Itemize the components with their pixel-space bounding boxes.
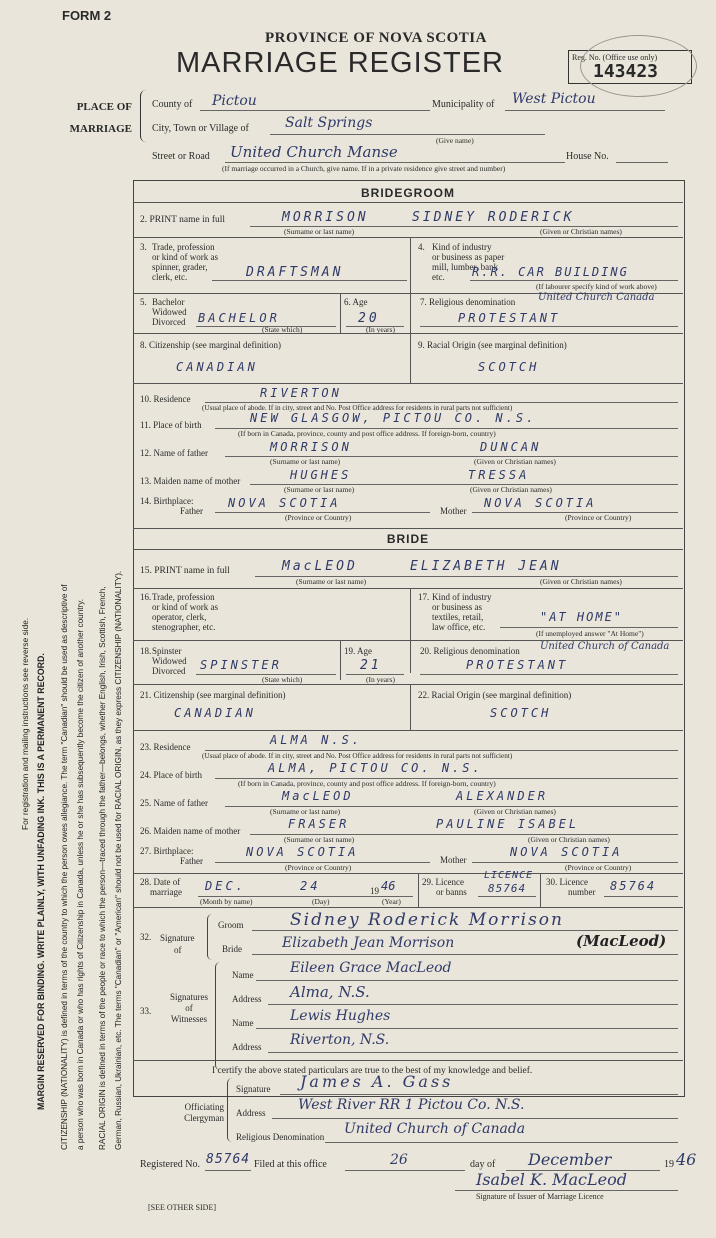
f26-label: 26. Maiden name of mother [140, 826, 241, 836]
groom-mother-label: Mother [440, 506, 467, 516]
groom-given-cap: (Given or Christian names) [540, 227, 622, 236]
f17-num: 17. [418, 592, 430, 602]
city-value: Salt Springs [285, 115, 373, 131]
licence-hw: LICENCE [484, 870, 534, 881]
marriage-year: 46 [381, 879, 396, 893]
form-number: FORM 2 [62, 8, 112, 23]
f30-line-2: number [568, 887, 596, 897]
clergy-line-1: Officiating [184, 1102, 224, 1112]
f2-label [140, 215, 225, 225]
bride-religion: PROTESTANT [466, 658, 569, 672]
f5-line-3: Divorced [152, 317, 186, 327]
w2-name: Lewis Hughes [290, 1008, 391, 1024]
f23-label: 23. Residence [140, 742, 191, 752]
f17-line-3: textiles, retail, [432, 612, 484, 622]
f22-label: 22. Racial Origin (see marginal definition) [418, 690, 572, 700]
groom-mother-birthplace-cap: (Province or Country) [565, 513, 632, 522]
f32-line-1: Signature [160, 933, 195, 943]
f30-label [546, 877, 596, 897]
reg-number-value: 143423 [593, 61, 659, 82]
bride-industry: "AT HOME" [540, 610, 624, 624]
margin-racial-2: German, Russian, Ukrainian, etc. The terms "Canadian" or "American" should not be used for RACIAL ORIGIN, as they express CITIZENSHIP (NATIONALITY). [114, 570, 123, 1150]
f30-line-1: 30. Licence [546, 877, 588, 887]
municipality-value: West Pictou [512, 91, 596, 107]
f9-label: 9. Racial Origin (see marginal definition) [418, 340, 567, 350]
f8-label: 8. Citizenship (see marginal definition) [140, 340, 282, 350]
clergy-line-2: Clergyman [184, 1113, 224, 1123]
clergy-addr-label: Address [236, 1108, 266, 1118]
margin-racial-1: RACIAL ORIGIN is defined in terms of the people or race to which the person—traced through the father—belongs, whether English, Irish, Scottish, French, [98, 586, 107, 1150]
f33-label [170, 992, 208, 1025]
groom-sig-label: Groom [218, 920, 244, 930]
county-value: Pictou [212, 93, 257, 109]
f3-num: 3. [140, 242, 147, 252]
bride-birthplace: ALMA, PICTOU CO. N.S. [268, 761, 483, 775]
province-heading: PROVINCE OF NOVA SCOTIA [265, 30, 487, 46]
f3-line-4: clerk, etc. [152, 272, 188, 282]
w1-address: Alma, N.S. [290, 983, 370, 1001]
w2-address: Riverton, N.S. [290, 1032, 390, 1048]
bride-status-cap: (State which) [262, 675, 303, 684]
bride-father-birthplace: NOVA SCOTIA [246, 845, 359, 859]
bride-father-birthplace-cap: (Province or Country) [285, 863, 352, 872]
bride-mother-label: Mother [440, 855, 467, 865]
bride-status: SPINSTER [200, 658, 282, 672]
f20-label: 20. Religious denomination [420, 646, 520, 656]
w1-address-label: Address [232, 994, 262, 1004]
bride-mother-birthplace: NOVA SCOTIA [510, 845, 623, 859]
place-label-2: MARRIAGE [69, 123, 132, 135]
f28-label [140, 877, 182, 897]
groom-industry: R.R. CAR BUILDING [472, 265, 629, 279]
bride-mother-given-cap: (Given or Christian names) [528, 835, 610, 844]
f21-label: 21. Citizenship (see marginal definition) [140, 690, 286, 700]
bride-given: ELIZABETH JEAN [410, 559, 562, 574]
f17-note: (If unemployed answer "At Home") [536, 629, 644, 638]
f18-line-1: Spinster [152, 646, 182, 656]
f3-label [152, 242, 218, 282]
bride-father-surname: MacLEOD [282, 789, 354, 803]
groom-father-surname-cap: (Surname or last name) [270, 457, 341, 466]
reg-number-label: Reg. No. (Office use only) [572, 53, 658, 62]
bride-sig-label: Bride [222, 944, 242, 954]
f16-line-3: operator, clerk, [152, 612, 207, 622]
county-label: County of [152, 99, 193, 110]
f2-text: 2. PRINT name in full [140, 215, 226, 225]
f25-label: 25. Name of father [140, 798, 208, 808]
f17-line-2: or business as [432, 602, 482, 612]
f16-num: 16. [140, 592, 152, 602]
f29-line-1: 29. Licence [422, 877, 464, 887]
f32-num: 32. [140, 932, 152, 942]
city-note: (Give name) [436, 136, 474, 145]
f33-line-2: of [185, 1003, 193, 1013]
f6-label: 6. Age [344, 297, 368, 307]
f14-label [140, 496, 203, 516]
groom-mother-given: TRESSA [468, 468, 530, 482]
groom-status: BACHELOR [198, 311, 280, 325]
groom-residence-cap: (Usual place of abode. If in city, street and No. Post Office address for residents in rural parts not sufficient) [202, 404, 513, 412]
margin-binding-notice: MARGIN RESERVED FOR BINDING. WRITE PLAINLY, WITH UNFADING INK. THIS IS A PERMANENT RECORD. [36, 653, 46, 1110]
bridegroom-heading: BRIDEGROOM [361, 186, 455, 200]
groom-surname: MORRISON [282, 210, 369, 225]
bride-citizenship: CANADIAN [174, 706, 256, 720]
groom-mother-surname: HUGHES [290, 468, 352, 482]
reg-stamp-ring [580, 35, 697, 97]
f27-line-2: Father [180, 856, 203, 866]
certify-statement: I certify the above stated particulars are true to the best of my knowledge and belief. [212, 1066, 533, 1076]
page-title: MARRIAGE REGISTER [176, 47, 504, 79]
bride-signature: Elizabeth Jean Morrison [282, 935, 455, 951]
f16-line-2: or kind of work as [152, 602, 218, 612]
marriage-day-cap: (Day) [312, 897, 330, 906]
f17-line-1: Kind of industry [432, 592, 492, 602]
street-note: (If marriage occurred in a Church, give name. If in a private residence give street and number) [222, 164, 506, 173]
groom-residence: RIVERTON [260, 386, 342, 400]
groom-signature: Sidney Roderick Morrison [290, 910, 564, 930]
groom-religion-hw: United Church Canada [538, 292, 655, 303]
f24-label: 24. Place of birth [140, 770, 202, 780]
f33-num: 33. [140, 1006, 152, 1016]
f33-line-1: Signatures [170, 992, 208, 1002]
groom-father-given-cap: (Given or Christian names) [474, 457, 556, 466]
f32-label [160, 932, 195, 956]
bride-heading: BRIDE [386, 532, 430, 546]
groom-birthplace: NEW GLASGOW, PICTOU CO. N.S. [250, 411, 537, 425]
w1-name-label: Name [232, 970, 254, 980]
issuer-caption: Signature of Issuer of Marriage Licence [476, 1192, 604, 1201]
groom-mother-surname-cap: (Surname or last name) [284, 485, 355, 494]
f16-line-1: Trade, profession [152, 592, 215, 602]
filed-day: 26 [390, 1152, 408, 1168]
margin-citizenship-2: a person who was born in Canada or who has rights of Citizenship in Canada, unless he or she has subsequently become the citizen of another country. [76, 598, 85, 1150]
marriage-day: 24 [300, 879, 321, 893]
groom-age: 20 [358, 311, 380, 326]
groom-father-surname: MORRISON [270, 440, 352, 454]
clergy-label [180, 1102, 224, 1124]
clergy-sig-label: Signature [236, 1084, 271, 1094]
bride-mother-birthplace-cap: (Province or Country) [565, 863, 632, 872]
registered-label: Registered No. [140, 1159, 200, 1170]
w1-name: Eileen Grace MacLeod [290, 960, 452, 976]
groom-trade: DRAFTSMAN [246, 265, 344, 280]
registered-number: 85764 [206, 1152, 251, 1167]
f17-line-4: law office, etc. [432, 622, 486, 632]
f29-line-2: or banns [436, 887, 467, 897]
f7-label: 7. Religious denomination [420, 297, 516, 307]
bride-maiden-name: (MacLeod) [576, 932, 667, 950]
f4-line-2: or business as paper [432, 252, 505, 262]
bride-age: 21 [360, 658, 382, 673]
w2-name-label: Name [232, 1018, 254, 1028]
street-value: United Church Manse [230, 143, 398, 161]
f5-num: 5. [140, 297, 147, 307]
day-of-label: day of [470, 1159, 496, 1170]
licence-number: 85764 [610, 879, 657, 893]
f18-line-2: Widowed [152, 656, 187, 666]
filed-year: 46 [676, 1150, 697, 1169]
groom-citizenship: CANADIAN [176, 360, 258, 374]
bride-mother-given: PAULINE ISABEL [436, 817, 580, 831]
bride-age-cap: (In years) [366, 675, 395, 684]
f33-line-3: Witnesses [170, 1014, 208, 1024]
groom-father-given: DUNCAN [480, 440, 542, 454]
bride-racial: SCOTCH [490, 706, 552, 720]
f5-line-1: Bachelor [152, 297, 185, 307]
bride-given-cap: (Given or Christian names) [540, 577, 622, 586]
f3-line-3: spinner, grader, [152, 262, 208, 272]
licence-num-hw: 85764 [488, 882, 527, 895]
f28-line-1: 28. Date of [140, 877, 181, 887]
house-label: House No. [566, 151, 609, 162]
f12-label: 12. Name of father [140, 448, 208, 458]
f17-label [432, 592, 492, 632]
f18-label [152, 646, 187, 676]
bride-residence-cap: (Usual place of abode. If in city, street and No. Post Office address for residents in rural parts not sufficient) [202, 752, 513, 760]
f5-line-2: Widowed [152, 307, 187, 317]
bride-mother-surname: FRASER [288, 817, 350, 831]
f18-line-3: Divorced [152, 666, 186, 676]
groom-given: SIDNEY RODERICK [412, 210, 575, 225]
filed-month: December [528, 1150, 612, 1169]
bride-birthplace-cap: (If born in Canada, province, county and post office address. If foreign-born, country) [238, 779, 496, 788]
f4-line-1: Kind of industry [432, 242, 492, 252]
place-label-1: PLACE OF [76, 101, 132, 113]
bride-mother-surname-cap: (Surname or last name) [284, 835, 355, 844]
w2-address-label: Address [232, 1042, 262, 1052]
groom-mother-given-cap: (Given or Christian names) [470, 485, 552, 494]
f29-label [422, 877, 467, 897]
f14-line-2: Father [180, 506, 203, 516]
bride-surname: MacLEOD [282, 559, 358, 574]
f32-brace [207, 914, 214, 960]
f28-line-2: marriage [150, 887, 182, 897]
marriage-year-pre: 19 [370, 886, 379, 896]
filed-year-pre: 19 [664, 1159, 674, 1170]
bride-father-surname-cap: (Surname or last name) [270, 807, 341, 816]
f16-line-4: stenographer, etc. [152, 622, 216, 632]
f27-line-1: 27. Birthplace: [140, 846, 194, 856]
f5-label [152, 297, 187, 327]
margin-citizenship-1: CITIZENSHIP (NATIONALITY) is defined in terms of the country to which the person owes allegiance. The term "Canadian" should be used as descriptive of [60, 584, 69, 1150]
place-label [68, 96, 132, 140]
groom-racial: SCOTCH [478, 360, 540, 374]
margin-instructions: For registration and mailing instructions see reverse side. [20, 617, 30, 830]
groom-surname-cap: (Surname or last name) [284, 227, 355, 236]
clergy-denom-label: Religious Denomination [236, 1132, 325, 1142]
f4-line-4: etc. [432, 272, 445, 282]
clergy-brace [227, 1078, 234, 1142]
f16-label [152, 592, 218, 632]
bride-surname-cap: (Surname or last name) [296, 577, 367, 586]
bride-residence: ALMA N.S. [270, 733, 363, 747]
groom-status-cap: (State which) [262, 325, 303, 334]
marriage-year-cap: (Year) [382, 897, 401, 906]
groom-age-cap: (In years) [366, 325, 395, 334]
f32-line-2: of [174, 945, 182, 955]
f18-num: 18. [140, 646, 152, 656]
f3-line-1: Trade, profession [152, 242, 215, 252]
f4-line-3: mill, lumber, bank [432, 262, 499, 272]
groom-father-birthplace: NOVA SCOTIA [228, 496, 341, 510]
f10-label: 10. Residence [140, 394, 191, 404]
f33-brace [215, 962, 222, 1070]
filed-label: Filed at this office [254, 1159, 327, 1170]
f27-label [140, 846, 203, 866]
bride-father-given: ALEXANDER [456, 789, 549, 803]
clergy-address: West River RR 1 Pictou Co. N.S. [298, 1097, 525, 1113]
street-label: Street or Road [152, 151, 210, 162]
municipality-label: Municipality of [432, 99, 495, 110]
f4-num: 4. [418, 242, 425, 252]
bride-father-given-cap: (Given or Christian names) [474, 807, 556, 816]
f13-label: 13. Maiden name of mother [140, 476, 241, 486]
marriage-month: DEC. [205, 879, 246, 893]
see-other-side: [SEE OTHER SIDE] [148, 1203, 216, 1212]
f15-label: 15. PRINT name in full [140, 566, 230, 576]
place-brace [140, 90, 149, 142]
groom-father-birthplace-cap: (Province or Country) [285, 513, 352, 522]
clergy-denomination: United Church of Canada [344, 1121, 526, 1137]
bride-religion-hw: United Church of Canada [540, 641, 670, 652]
issuer-signature: Isabel K. MacLeod [476, 1170, 627, 1189]
city-label: City, Town or Village of [152, 123, 249, 134]
groom-birthplace-cap: (If born in Canada, province, county and post office address. If foreign-born, country) [238, 429, 496, 438]
f4-note: (If labourer specify kind of work above) [536, 282, 657, 291]
clergy-signature: James A. Gass [300, 1072, 454, 1091]
f14-line-1: 14. Birthplace: [140, 496, 194, 506]
f19-label: 19. Age [344, 646, 372, 656]
f3-line-2: or kind of work as [152, 252, 218, 262]
marriage-month-cap: (Month by name) [200, 897, 253, 906]
groom-mother-birthplace: NOVA SCOTIA [484, 496, 597, 510]
f11-label: 11. Place of birth [140, 420, 202, 430]
groom-religion: PROTESTANT [458, 311, 561, 325]
